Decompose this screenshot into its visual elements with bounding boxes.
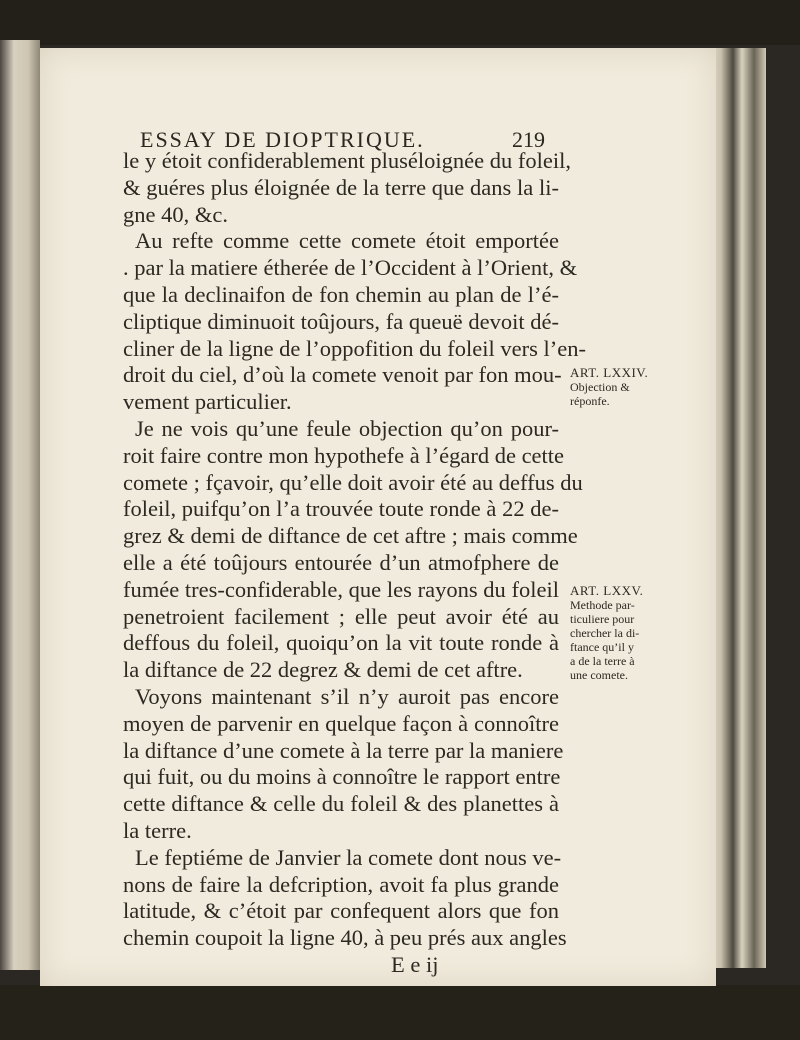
text-line: le y étoit confiderablement pluséloignée du foleil,: [123, 148, 571, 173]
text-line: fumée tres-confiderable, que les rayons du foleil: [123, 576, 559, 602]
left-page-edge: [0, 40, 40, 970]
margin-note-art-75: [570, 584, 700, 682]
text-line: droit du ciel, d’où la comete venoit par fon mou-: [123, 362, 562, 388]
text-line: Le feptiéme de Janvier la comete dont nous ve-: [135, 844, 562, 870]
text-line: Je ne vois qu’une feule objection qu’on pour-: [135, 415, 559, 441]
margin-note-line: ticuliere pour: [570, 612, 635, 626]
margin-note-line: Methode par-: [570, 598, 635, 612]
margin-note-title: ART. LXXV.: [570, 583, 644, 598]
text-line: latitude, & c’étoit par confequent alors que fon: [123, 898, 559, 924]
text-line: chemin coupoit la ligne 40, à peu prés aux angles: [123, 925, 567, 951]
text-line: penetroient facilement ; elle peut avoir été au: [123, 603, 559, 629]
margin-note-title: ART. LXXIV.: [570, 365, 649, 380]
text-line: la diftance d’une comete à la terre par la maniere: [123, 737, 564, 763]
text-line: la terre.: [123, 817, 192, 843]
text-line: comete ; fçavoir, qu’elle doit avoir été au deffus du: [123, 469, 583, 495]
text-line: cliptique diminuoit toûjours, fa queuë devoit dé-: [123, 308, 559, 334]
margin-note-line: a de la terre à: [570, 654, 635, 668]
text-line: foleil, puifqu’on l’a trouvée toute ronde à 22 de-: [123, 496, 559, 522]
text-line: & guéres plus éloignée de la terre que dans la li-: [123, 174, 559, 200]
top-shadow: [0, 0, 800, 45]
text-line: grez & demi de diftance de cet aftre ; mais comme: [123, 523, 578, 549]
bottom-shadow: [0, 985, 800, 1040]
text-line: vement particulier.: [123, 389, 292, 415]
header-title: ESSAY DE DIOPTRIQUE.: [140, 127, 425, 152]
text-line: Au refte comme cette comete étoit emportée: [135, 228, 559, 254]
text-line: . par la matiere étherée de l’Occident à l’Orient, &: [123, 255, 578, 281]
text-line: que la declinaifon de fon chemin au plan de l’é-: [123, 281, 559, 307]
margin-note-line: Objection &: [570, 380, 630, 394]
margin-note-line: une comete.: [570, 668, 628, 682]
margin-note-line: chercher la di-: [570, 626, 640, 640]
margin-note-art-74: [570, 366, 700, 408]
text-line: qui fuit, ou du moins à connoître le rapport entre: [123, 764, 561, 790]
text-line: la diftance de 22 degrez & demi de cet aftre.: [123, 657, 523, 683]
page-number: 219: [512, 127, 545, 152]
body-text: [123, 148, 586, 979]
text-line: cette diftance & celle du foleil & des planettes à: [123, 791, 559, 817]
text-line: nons de faire la defcription, avoit fa plus grande: [123, 871, 559, 897]
text-line: Voyons maintenant s’il n’y auroit pas encore: [135, 683, 559, 709]
text-line: gne 40, &c.: [123, 201, 228, 227]
text-line: deffous du foleil, quoiqu’on la vit toute ronde à: [123, 630, 559, 656]
signature-mark: E e ij: [391, 951, 439, 977]
text-line: cliner de la ligne de l’oppofition du foleil vers l’en-: [123, 335, 586, 361]
text-line: roit faire contre mon hypothefe à l’égard de cette: [123, 442, 565, 468]
text-line: elle a été toûjours entourée d’un atmofphere de: [123, 549, 559, 575]
text-line: moyen de parvenir en quelque façon à connoître: [123, 710, 559, 736]
margin-note-line: ftance qu’il y: [570, 640, 634, 654]
margin-note-line: réponfe.: [570, 394, 610, 408]
